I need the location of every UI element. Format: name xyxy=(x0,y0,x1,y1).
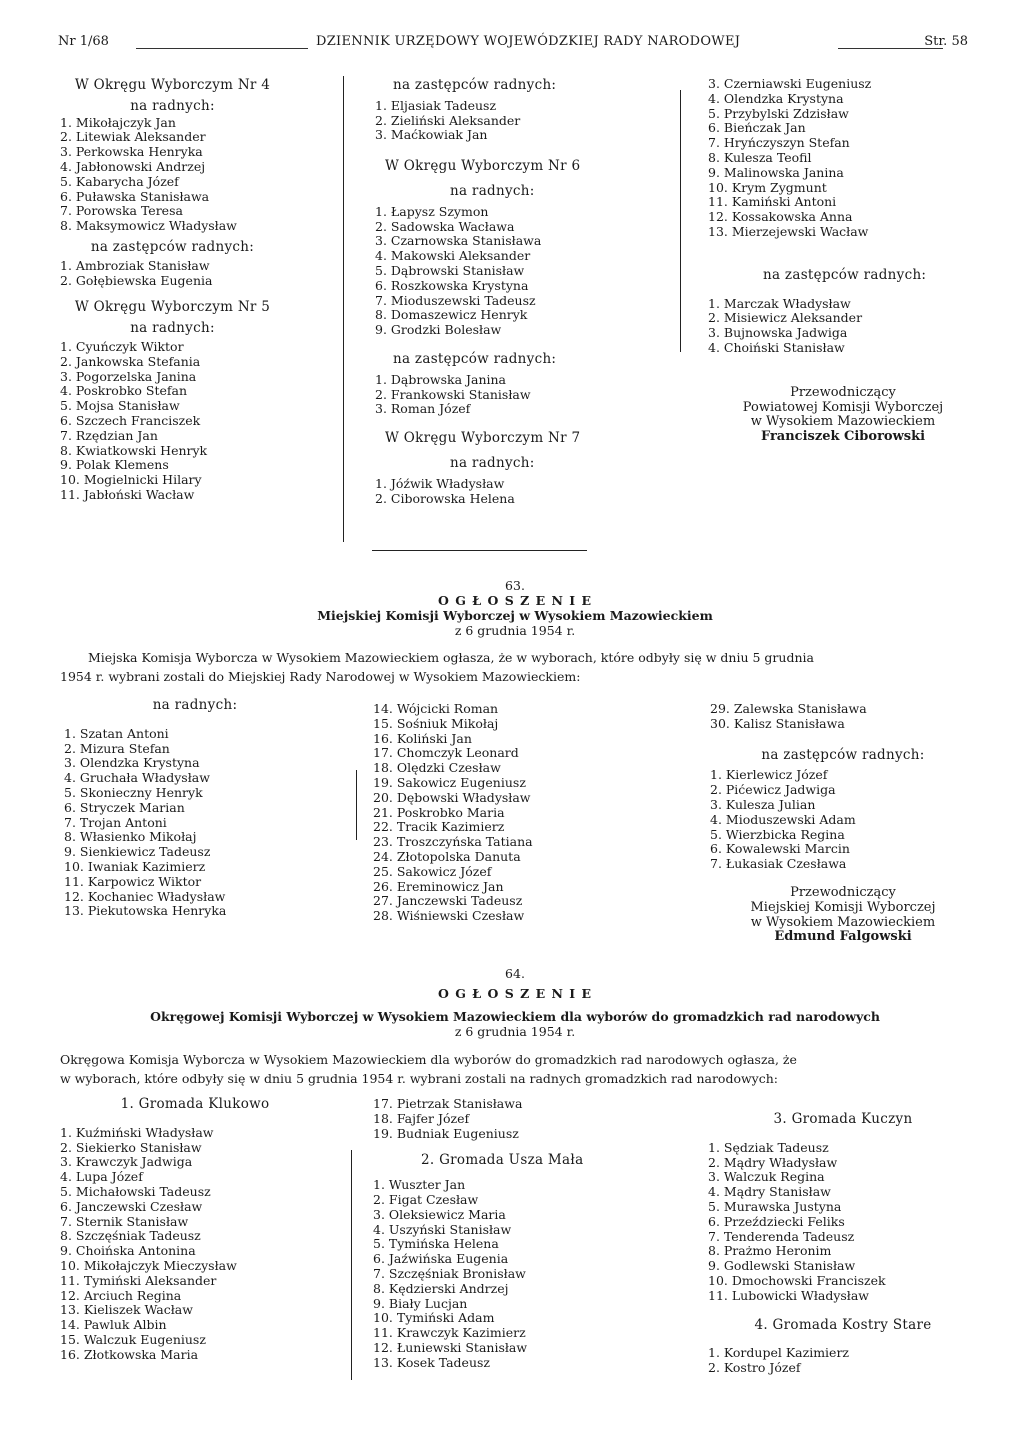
list-item: 6. Kowalewski Marcin xyxy=(710,841,850,857)
list-item: 14. Pawluk Albin xyxy=(60,1317,167,1333)
list-item: 3. Roman Józef xyxy=(375,401,471,417)
district-6-deputies-heading: na zastępców radnych: xyxy=(393,350,557,367)
list-item: 4. Mioduszewski Adam xyxy=(710,811,856,827)
list-item: 6. Szczech Franciszek xyxy=(60,412,201,428)
list-item: 16. Koliński Jan xyxy=(373,730,472,746)
list-item: 25. Sakowicz Józef xyxy=(373,863,492,879)
list-item: 4. Jabłonowski Andrzej xyxy=(60,158,206,174)
list-item: 2. Figat Czesław xyxy=(373,1191,479,1207)
list-item: 2. Gołębiewska Eugenia xyxy=(60,272,213,288)
list-item: 1. Ambroziak Stanisław xyxy=(60,257,210,273)
list-item: 12. Kossakowska Anna xyxy=(708,209,853,225)
district-7-list-part1 xyxy=(375,477,670,507)
list-item: 9. Malinowska Janina xyxy=(708,164,844,180)
announcement-63-body xyxy=(60,648,975,686)
signature-place: w Wysokiem Mazowieckiem xyxy=(750,414,936,430)
list-item: 11. Lubowicki Władysław xyxy=(708,1287,870,1303)
list-item: 11. Krawczyk Kazimierz xyxy=(373,1325,526,1341)
announcement-title: O G Ł O S Z E N I E xyxy=(438,593,592,608)
list-item: 5. Murawska Justyna xyxy=(708,1198,842,1214)
list-item: 8. Maksymowicz Władysław xyxy=(60,218,237,234)
list-item: 8. Kędzierski Andrzej xyxy=(373,1280,509,1296)
city-councillors-list-b xyxy=(373,702,673,924)
list-item: 11. Karpowicz Wiktor xyxy=(64,873,202,889)
section1-column-3 xyxy=(708,77,978,445)
section1-column-2 xyxy=(375,78,670,506)
list-item: 27. Janczewski Tadeusz xyxy=(373,893,523,909)
list-item: 7. Szczęśniak Bronisław xyxy=(373,1265,526,1281)
list-item: 19. Budniak Eugeniusz xyxy=(373,1125,519,1141)
list-item: 7. Rzędzian Jan xyxy=(60,427,158,443)
district-4-councillors-heading: na radnych: xyxy=(130,97,215,114)
list-item: 2. Mizura Stefan xyxy=(64,740,170,756)
district-7-deputies-list xyxy=(708,297,978,356)
city-deputies-list xyxy=(710,768,978,872)
list-item: 5. Dąbrowski Stanisław xyxy=(375,262,525,278)
list-item: 3. Pogorzelska Janina xyxy=(60,368,197,384)
list-item: 1. Eljasiak Tadeusz xyxy=(375,97,497,113)
list-item: 6. Puławska Stanisława xyxy=(60,188,210,204)
announcement-63-header xyxy=(60,578,970,638)
list-item: 1. Kordupel Kazimierz xyxy=(708,1345,850,1361)
list-item: 6. Bieńczak Jan xyxy=(708,120,806,136)
list-item: 6. Roszkowska Krystyna xyxy=(375,277,529,293)
list-item: 3. Maćkowiak Jan xyxy=(375,127,488,143)
body-line-1: Miejska Komisja Wyborcza w Wysokiem Mazowieckiem ogłasza, że w wyborach, które odbyły się w dniu 5 grudnia xyxy=(88,650,814,665)
list-item: 3. Czarnowska Stanisława xyxy=(375,233,542,249)
list-item: 7. Hryńczyszyn Stefan xyxy=(708,135,850,151)
list-item: 2. Zieliński Aleksander xyxy=(375,112,521,128)
list-item: 2. Jankowska Stefania xyxy=(60,353,201,369)
list-item: 3. Kulesza Julian xyxy=(710,796,816,812)
section1-column-1 xyxy=(60,78,285,503)
journal-title: DZIENNIK URZĘDOWY WOJEWÓDZKIEJ RADY NARODOWEJ xyxy=(316,34,741,49)
list-item: 1. Cyuńczyk Wiktor xyxy=(60,338,184,354)
district-7-deputies-heading: na zastępców radnych: xyxy=(763,266,927,283)
list-item: 16. Złotkowska Maria xyxy=(60,1346,199,1362)
list-item: 5. Wierzbicka Regina xyxy=(710,826,845,842)
list-item: 2. Misiewicz Aleksander xyxy=(708,310,863,326)
list-item: 13. Kosek Tadeusz xyxy=(373,1354,491,1370)
list-item: 29. Zalewska Stanisława xyxy=(710,701,867,716)
list-item: 18. Olędzki Czesław xyxy=(373,760,501,776)
list-item: 2. Mądry Władysław xyxy=(708,1154,838,1170)
list-item: 8. Kulesza Teofil xyxy=(708,149,812,165)
list-item: 1. Dąbrowska Janina xyxy=(375,371,507,387)
announcement-64-body xyxy=(60,1050,975,1088)
section2-column-2 xyxy=(373,702,673,924)
announcement-date: z 6 grudnia 1954 r. xyxy=(454,1024,576,1039)
list-item: 10. Mogielnicki Hilary xyxy=(60,472,202,488)
list-item: 13. Mierzejewski Wacław xyxy=(708,223,869,239)
list-item: 7. Sternik Stanisław xyxy=(60,1213,189,1229)
list-item: 12. Arciuch Regina xyxy=(60,1287,182,1303)
list-item: 3. Walczuk Regina xyxy=(708,1169,825,1185)
announcement-title: O G Ł O S Z E N I E xyxy=(438,986,592,1001)
list-item: 7. Mioduszewski Tadeusz xyxy=(375,292,536,308)
list-item: 6. Jaźwińska Eugenia xyxy=(373,1251,509,1267)
list-item: 7. Porowska Teresa xyxy=(60,203,183,219)
list-item: 6. Stryczek Marian xyxy=(64,799,185,815)
list-item: 15. Walczuk Eugeniusz xyxy=(60,1331,206,1347)
list-item: 6. Janczewski Czesław xyxy=(60,1198,203,1214)
gromada-kostry-stare-list xyxy=(708,1346,978,1376)
list-item: 18. Fajfer Józef xyxy=(373,1110,470,1126)
list-item: 9. Biały Lucjan xyxy=(373,1295,468,1311)
list-item: 14. Wójcicki Roman xyxy=(373,701,499,716)
list-item: 4. Makowski Aleksander xyxy=(375,248,531,264)
list-item: 1. Jóźwik Władysław xyxy=(375,475,505,491)
list-item: 17. Chomczyk Leonard xyxy=(373,745,519,761)
list-item: 10. Iwaniak Kazimierz xyxy=(64,858,206,874)
signature-role: Przewodniczący xyxy=(790,884,896,900)
district-5-list xyxy=(60,340,285,503)
list-item: 4. Mądry Stanisław xyxy=(708,1184,831,1200)
list-item: 15. Sośniuk Mikołaj xyxy=(373,715,499,731)
list-item: 11. Kamiński Antoni xyxy=(708,194,837,210)
list-item: 2. Sadowska Wacława xyxy=(375,218,515,234)
section2-column-1 xyxy=(60,698,330,919)
district-5-deputies-heading: na zastępców radnych: xyxy=(393,77,557,93)
list-item: 6. Przeździecki Feliks xyxy=(708,1213,845,1229)
list-item: 13. Piekutowska Henryka xyxy=(64,903,227,919)
list-item: 5. Przybylski Zdzisław xyxy=(708,105,849,121)
signature-office: Miejskiej Komisji Wyborczej xyxy=(750,899,936,915)
list-item: 13. Kieliszek Wacław xyxy=(60,1302,193,1318)
list-item: 2. Pićewicz Jadwiga xyxy=(710,782,836,798)
list-item: 11. Tymiński Aleksander xyxy=(60,1272,217,1288)
list-item: 1. Kuźmiński Władysław xyxy=(60,1124,214,1140)
page-number: Str. 58 xyxy=(924,34,968,49)
signature-block-2 xyxy=(708,886,978,945)
list-item: 10. Krym Zygmunt xyxy=(708,179,827,195)
district-5-deputies-list xyxy=(375,99,670,143)
list-item: 9. Choińska Antonina xyxy=(60,1243,196,1259)
district-4-title: W Okręgu Wyborczym Nr 4 xyxy=(74,77,271,93)
list-item: 1. Sędziak Tadeusz xyxy=(708,1139,829,1155)
announcement-number: 64. xyxy=(505,966,525,981)
header-rule-left xyxy=(136,48,308,49)
list-item: 9. Polak Klemens xyxy=(60,457,169,473)
list-item: 1. Szatan Antoni xyxy=(64,725,169,741)
signature-name: Edmund Falgowski xyxy=(774,929,912,945)
district-7-title: W Okręgu Wyborczym Nr 7 xyxy=(385,430,581,447)
list-item: 8. Kwiatkowski Henryk xyxy=(60,442,208,458)
list-item: 4. Choiński Stanisław xyxy=(708,339,845,355)
list-item: 7. Łukasiak Czesława xyxy=(710,856,847,872)
column-divider xyxy=(680,90,681,352)
section3-column-1 xyxy=(60,1097,330,1363)
list-item: 3. Czerniawski Eugeniusz xyxy=(708,76,872,91)
signature-office: Powiatowej Komisji Wyborczej xyxy=(742,399,944,415)
signature-role: Przewodniczący xyxy=(790,384,896,400)
list-item: 3. Olendzka Krystyna xyxy=(64,755,200,771)
list-item: 3. Perkowska Henryka xyxy=(60,144,203,160)
column-divider xyxy=(351,1150,352,1380)
gromada-klukowo-list xyxy=(60,1126,330,1363)
issue-number: Nr 1/68 xyxy=(58,34,109,49)
list-item: 22. Tracik Kazimierz xyxy=(373,819,505,835)
list-item: 8. Szczęśniak Tadeusz xyxy=(60,1228,201,1244)
list-item: 1. Mikołajczyk Jan xyxy=(60,114,176,130)
city-deputies-heading: na zastępców radnych: xyxy=(761,746,925,763)
list-item: 19. Sakowicz Eugeniusz xyxy=(373,774,526,790)
page-header xyxy=(58,34,968,52)
list-item: 4. Gruchała Władysław xyxy=(64,770,210,786)
list-item: 3. Oleksiewicz Maria xyxy=(373,1206,506,1222)
signature-name: Franciszek Ciborowski xyxy=(760,429,926,445)
gromada-kuczyn-title: 3. Gromada Kuczyn xyxy=(773,1111,913,1127)
list-item: 5. Michałowski Tadeusz xyxy=(60,1183,211,1199)
list-item: 1. Marczak Władysław xyxy=(708,295,851,311)
list-item: 9. Grodzki Bolesław xyxy=(375,322,502,338)
list-item: 5. Mojsa Stanisław xyxy=(60,398,180,414)
list-item: 12. Łuniewski Stanisław xyxy=(373,1339,528,1355)
body-line-2: 1954 r. wybrani zostali do Miejskiej Rady Narodowej w Wysokiem Mazowieckiem: xyxy=(60,669,581,684)
list-item: 2. Frankowski Stanisław xyxy=(375,386,531,402)
section2-column-3 xyxy=(708,702,978,945)
district-6-list xyxy=(375,205,670,338)
list-item: 9. Sienkiewicz Tadeusz xyxy=(64,844,211,860)
column-divider xyxy=(343,76,344,542)
list-item: 20. Dębowski Władysław xyxy=(373,789,531,805)
section3-column-2 xyxy=(373,1097,673,1371)
list-item: 8. Domaszewicz Henryk xyxy=(375,307,528,323)
announcement-number: 63. xyxy=(505,578,525,593)
list-item: 30. Kalisz Stanisława xyxy=(710,715,845,731)
district-7-councillors-heading: na radnych: xyxy=(450,454,535,471)
district-6-councillors-heading: na radnych: xyxy=(450,182,535,199)
list-item: 7. Tenderenda Tadeusz xyxy=(708,1228,855,1244)
list-item: 5. Kabarycha Józef xyxy=(60,173,179,189)
announcement-date: z 6 grudnia 1954 r. xyxy=(454,623,576,638)
list-item: 4. Uszyński Stanisław xyxy=(373,1221,512,1237)
city-councillors-list-c xyxy=(710,702,978,732)
announcement-subtitle: Miejskiej Komisji Wyborczej w Wysokiem Mazowieckiem xyxy=(317,608,713,623)
district-5-title: W Okręgu Wyborczym Nr 5 xyxy=(74,299,271,316)
district-6-deputies-list xyxy=(375,373,670,417)
body-line-1: Okręgowa Komisja Wyborcza w Wysokiem Mazowieckiem dla wyborów do gromadzkich rad narodowych ogłasza, że xyxy=(60,1052,797,1067)
district-4-deputies-list xyxy=(60,259,285,289)
list-item: 8. Prażmo Heronim xyxy=(708,1243,832,1259)
column-divider xyxy=(356,770,357,840)
list-item: 12. Kochaniec Władysław xyxy=(64,888,226,904)
announcement-subtitle: Okręgowej Komisji Wyborczej w Wysokiem Mazowieckiem dla wyborów do gromadzkich rad narodowych xyxy=(150,1009,880,1024)
list-item: 10. Tymiński Adam xyxy=(373,1310,495,1326)
gromada-klukowo-list-cont xyxy=(373,1097,673,1141)
list-item: 8. Własienko Mikołaj xyxy=(64,829,197,845)
district-7-list-part2 xyxy=(708,77,978,240)
gromada-kostry-stare-title: 4. Gromada Kostry Stare xyxy=(754,1316,932,1333)
list-item: 1. Kierlewicz Józef xyxy=(710,767,828,783)
list-item: 1. Wuszter Jan xyxy=(373,1177,466,1193)
district-4-list xyxy=(60,116,285,234)
district-6-title: W Okręgu Wyborczym Nr 6 xyxy=(385,158,581,175)
list-item: 2. Litewiak Aleksander xyxy=(60,129,206,145)
gromada-klukowo-title: 1. Gromada Klukowo xyxy=(120,1096,270,1112)
list-item: 26. Ereminowicz Jan xyxy=(373,878,504,894)
list-item: 28. Wiśniewski Czesław xyxy=(373,908,525,924)
list-item: 4. Lupa Józef xyxy=(60,1169,143,1185)
list-item: 3. Krawczyk Jadwiga xyxy=(60,1154,193,1170)
list-item: 2. Ciborowska Helena xyxy=(375,490,515,506)
list-item: 5. Skonieczny Henryk xyxy=(64,784,203,800)
announcement-64-header xyxy=(60,966,970,1039)
signature-block-1 xyxy=(708,386,978,445)
list-item: 10. Dmochowski Franciszek xyxy=(708,1272,886,1288)
list-item: 24. Złotopolska Danuta xyxy=(373,848,521,864)
list-item: 2. Kostro Józef xyxy=(708,1360,801,1376)
section-separator xyxy=(372,550,587,551)
list-item: 17. Pietrzak Stanisława xyxy=(373,1096,523,1111)
section3-column-3 xyxy=(708,1112,978,1376)
district-5-councillors-heading: na radnych: xyxy=(130,320,215,337)
list-item: 21. Poskrobko Maria xyxy=(373,804,505,820)
gromada-usza-mala-list xyxy=(373,1178,673,1370)
list-item: 23. Troszczyńska Tatiana xyxy=(373,834,533,850)
district-4-deputies-heading: na zastępców radnych: xyxy=(90,238,255,255)
list-item: 4. Poskrobko Stefan xyxy=(60,383,188,399)
list-item: 11. Jabłoński Wacław xyxy=(60,486,195,502)
gromada-usza-mala-title: 2. Gromada Usza Mała xyxy=(421,1152,584,1169)
city-councillors-list-a xyxy=(64,727,330,919)
signature-place: w Wysokiem Mazowieckiem xyxy=(750,914,936,930)
body-line-2: w wyborach, które odbyły się w dniu 5 grudnia 1954 r. wybrani zostali na radnych gromadzkich rad narodowych: xyxy=(60,1071,779,1086)
list-item: 3. Bujnowska Jadwiga xyxy=(708,325,848,341)
list-item: 10. Mikołajczyk Mieczysław xyxy=(60,1257,237,1273)
gromada-kuczyn-list xyxy=(708,1141,978,1304)
city-councillors-heading: na radnych: xyxy=(152,697,238,713)
list-item: 5. Tymińska Helena xyxy=(373,1236,499,1252)
list-item: 1. Łapysz Szymon xyxy=(375,203,489,219)
list-item: 2. Siekierko Stanisław xyxy=(60,1139,202,1155)
list-item: 9. Godlewski Stanisław xyxy=(708,1258,856,1274)
list-item: 4. Olendzka Krystyna xyxy=(708,90,844,106)
list-item: 7. Trojan Antoni xyxy=(64,814,167,830)
